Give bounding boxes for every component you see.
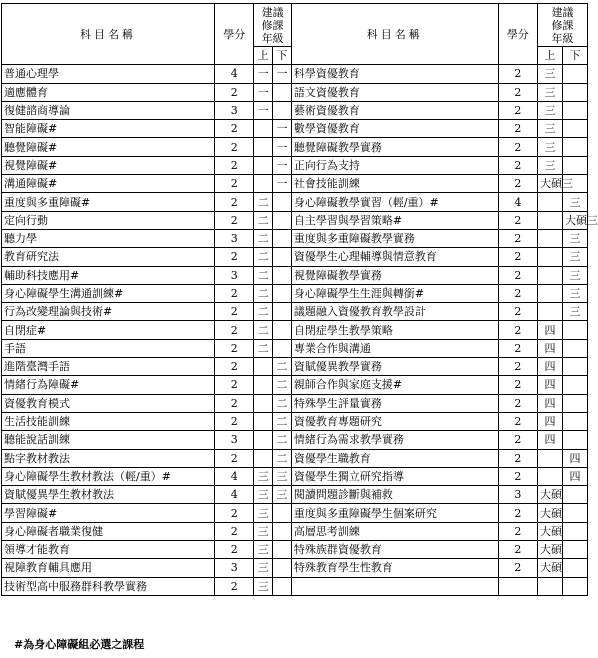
right-course-lower: 大碩三	[562, 211, 587, 229]
header-credits-right: 學分	[498, 4, 537, 65]
right-course-credits: 2	[498, 522, 537, 540]
right-course-credits: 4	[498, 193, 537, 211]
table-row	[2, 467, 588, 485]
right-course-credits: 2	[498, 248, 537, 266]
table-row	[2, 138, 588, 156]
table-row	[2, 339, 588, 357]
left-course-credits: 3	[214, 101, 253, 119]
right-course-lower: 三	[562, 284, 587, 302]
header-sem-upper-right: 上	[538, 47, 563, 65]
left-course-upper: 二	[254, 303, 273, 321]
left-course-upper: 三	[254, 559, 273, 577]
right-course-name: 特殊族群資優教育	[291, 541, 498, 559]
right-course-name: 資賦優異教學實務	[291, 358, 498, 376]
left-course-upper	[254, 138, 273, 156]
left-course-upper	[254, 120, 273, 138]
right-course-name: 特殊教育學生性教育	[291, 559, 498, 577]
left-course-credits: 2	[214, 156, 253, 174]
right-course-credits: 2	[498, 449, 537, 467]
right-course-credits: 2	[498, 266, 537, 284]
left-course-credits: 2	[214, 449, 253, 467]
table-row	[2, 358, 588, 376]
left-course-name: 自閉症#	[2, 321, 215, 339]
left-course-credits: 2	[214, 522, 253, 540]
left-course-name: 資優教育模式	[2, 394, 215, 412]
right-course-name: 閱讀問題診斷與補救	[291, 486, 498, 504]
right-course-lower	[562, 138, 587, 156]
right-course-name: 專業合作與溝通	[291, 339, 498, 357]
header-sem-lower-left: 下	[273, 47, 292, 65]
right-course-name: 身心障礙教學實習（輕/重）#	[291, 193, 498, 211]
right-course-upper: 三	[538, 138, 563, 156]
left-course-lower	[273, 101, 292, 119]
left-course-upper: 三	[254, 541, 273, 559]
left-course-lower	[273, 193, 292, 211]
right-course-upper: 三	[538, 101, 563, 119]
right-course-upper: 四	[538, 394, 563, 412]
left-course-upper: 三	[254, 467, 273, 485]
left-course-name: 普通心理學	[2, 65, 215, 83]
right-course-lower	[562, 376, 587, 394]
left-course-lower	[273, 284, 292, 302]
right-course-lower: 三	[562, 229, 587, 247]
left-course-lower	[273, 577, 292, 595]
left-course-name: 點字教材教法	[2, 449, 215, 467]
right-course-lower: 三	[562, 248, 587, 266]
right-course-name: 自主學習與學習策略#	[291, 211, 498, 229]
right-course-credits: 2	[498, 211, 537, 229]
left-course-name: 手語	[2, 339, 215, 357]
right-course-name: 視覺障礙教學實務	[291, 266, 498, 284]
right-course-lower	[562, 120, 587, 138]
right-course-name: 資優學生獨立研究指導	[291, 467, 498, 485]
right-course-credits: 2	[498, 138, 537, 156]
right-course-upper: 四	[538, 431, 563, 449]
right-course-upper: 四	[538, 358, 563, 376]
right-course-name: 重度與多重障礙學生個案研究	[291, 504, 498, 522]
right-course-lower	[562, 431, 587, 449]
right-course-credits: 2	[498, 101, 537, 119]
table-row	[2, 193, 588, 211]
left-course-upper: 二	[254, 284, 273, 302]
left-course-upper: 一	[254, 65, 273, 83]
left-course-name: 生活技能訓練	[2, 412, 215, 430]
right-course-credits: 2	[498, 467, 537, 485]
left-course-upper: 三	[254, 577, 273, 595]
table-row	[2, 412, 588, 430]
left-course-credits: 2	[214, 376, 253, 394]
left-course-upper	[254, 358, 273, 376]
left-course-name: 情緒行為障礙#	[2, 376, 215, 394]
table-row	[2, 394, 588, 412]
table-row	[2, 303, 588, 321]
left-course-upper	[254, 412, 273, 430]
table-row	[2, 486, 588, 504]
right-course-name: 社會技能訓練	[291, 175, 498, 193]
left-course-lower: 一	[273, 156, 292, 174]
left-course-lower	[273, 522, 292, 540]
table-row	[2, 211, 588, 229]
right-course-lower: 四	[562, 467, 587, 485]
right-course-credits: 2	[498, 321, 537, 339]
left-course-credits: 2	[214, 248, 253, 266]
right-course-lower: 三	[562, 193, 587, 211]
right-course-upper: 四	[538, 412, 563, 430]
left-course-lower: 三	[273, 486, 292, 504]
right-course-lower	[562, 156, 587, 174]
left-course-credits: 2	[214, 193, 253, 211]
right-course-upper: 三	[538, 65, 563, 83]
right-course-credits: 2	[498, 412, 537, 430]
left-course-lower: 二	[273, 358, 292, 376]
left-course-lower	[273, 303, 292, 321]
header-credits-left: 學分	[214, 4, 253, 65]
left-course-upper: 二	[254, 193, 273, 211]
left-course-credits: 4	[214, 467, 253, 485]
right-course-upper: 大碩	[538, 486, 563, 504]
right-course-name: 資優學生職教育	[291, 449, 498, 467]
right-course-credits: 2	[498, 339, 537, 357]
table-row	[2, 376, 588, 394]
table-row	[2, 577, 588, 595]
right-course-upper	[538, 449, 563, 467]
left-course-lower: 三	[273, 467, 292, 485]
left-course-upper: 三	[254, 486, 273, 504]
left-course-lower: 一	[273, 65, 292, 83]
right-course-lower	[562, 504, 587, 522]
left-course-upper	[254, 449, 273, 467]
right-course-upper	[538, 211, 563, 229]
left-course-credits: 2	[214, 120, 253, 138]
right-course-credits	[498, 577, 537, 595]
table-row	[2, 504, 588, 522]
left-course-upper	[254, 394, 273, 412]
table-row	[2, 522, 588, 540]
left-course-upper	[254, 175, 273, 193]
right-course-upper: 大碩	[538, 504, 563, 522]
left-course-name: 資賦優異學生教材教法	[2, 486, 215, 504]
header-suggested-year-right: 建議 修課 年級	[538, 4, 588, 47]
left-course-name: 技術型高中服務群科教學實務	[2, 577, 215, 595]
footnote: #為身心障礙組必選之課程	[14, 638, 145, 651]
right-course-credits: 2	[498, 431, 537, 449]
left-course-upper: 三	[254, 504, 273, 522]
right-course-name: 資優教育專題研究	[291, 412, 498, 430]
right-course-upper: 大碩	[538, 541, 563, 559]
left-course-name: 身心障礙學生溝通訓練#	[2, 284, 215, 302]
right-course-name: 重度與多重障礙教學實務	[291, 229, 498, 247]
right-course-lower	[562, 577, 587, 595]
left-course-credits: 2	[214, 321, 253, 339]
course-table-body	[2, 65, 598, 596]
left-course-credits: 2	[214, 358, 253, 376]
left-course-upper	[254, 431, 273, 449]
right-course-name: 聽覺障礙教學實務	[291, 138, 498, 156]
left-course-name: 聽力學	[2, 229, 215, 247]
right-course-name: 數學資優教育	[291, 120, 498, 138]
table-row	[2, 65, 588, 83]
right-course-upper: 三	[538, 83, 563, 101]
table-row	[2, 431, 588, 449]
right-course-credits: 2	[498, 83, 537, 101]
left-course-upper: 二	[254, 339, 273, 357]
right-course-name: 科學資優教育	[291, 65, 498, 83]
right-course-credits: 2	[498, 65, 537, 83]
right-course-lower: 三	[562, 266, 587, 284]
table-row	[2, 83, 588, 101]
left-course-lower: 二	[273, 449, 292, 467]
right-course-credits: 2	[498, 284, 537, 302]
right-course-name: 身心障礙學生生涯與轉銜#	[291, 284, 498, 302]
right-course-lower	[562, 83, 587, 101]
left-course-credits: 3	[214, 229, 253, 247]
right-course-credits: 3	[498, 486, 537, 504]
left-course-credits: 2	[214, 284, 253, 302]
right-course-credits: 2	[498, 229, 537, 247]
left-course-lower: 一	[273, 175, 292, 193]
right-course-name: 議題融入資優教育教學設計	[291, 303, 498, 321]
right-course-credits: 2	[498, 541, 537, 559]
right-course-upper	[538, 193, 563, 211]
left-course-lower: 一	[273, 138, 292, 156]
table-row	[2, 449, 588, 467]
right-course-name	[291, 577, 498, 595]
right-course-name: 藝術資優教育	[291, 101, 498, 119]
left-course-lower: 一	[273, 120, 292, 138]
left-course-lower	[273, 248, 292, 266]
right-course-credits: 2	[498, 156, 537, 174]
right-course-upper: 大碩三	[538, 175, 563, 193]
right-course-upper: 大碩	[538, 559, 563, 577]
right-course-upper: 四	[538, 321, 563, 339]
course-table	[1, 3, 598, 596]
left-course-upper: 二	[254, 321, 273, 339]
left-course-credits: 2	[214, 339, 253, 357]
left-course-name: 溝通障礙#	[2, 175, 215, 193]
left-course-lower: 二	[273, 376, 292, 394]
right-course-upper: 四	[538, 339, 563, 357]
left-course-credits: 2	[214, 412, 253, 430]
right-course-lower	[562, 65, 587, 83]
header-subject-name-left: 科目名稱	[2, 4, 215, 65]
right-course-lower	[562, 394, 587, 412]
right-course-credits: 2	[498, 504, 537, 522]
table-row	[2, 284, 588, 302]
header-suggested-year-left: 建議 修課 年級	[254, 4, 291, 47]
left-course-name: 進階臺灣手語	[2, 358, 215, 376]
right-course-upper	[538, 467, 563, 485]
right-course-upper	[538, 284, 563, 302]
table-row	[2, 541, 588, 559]
left-course-lower: 二	[273, 394, 292, 412]
left-course-upper: 一	[254, 83, 273, 101]
table-row	[2, 175, 588, 193]
left-course-name: 輔助科技應用#	[2, 266, 215, 284]
left-course-name: 重度與多重障礙#	[2, 193, 215, 211]
left-course-lower	[273, 541, 292, 559]
left-course-lower	[273, 266, 292, 284]
right-course-name: 正向行為支持	[291, 156, 498, 174]
right-course-upper: 三	[538, 120, 563, 138]
left-course-name: 定向行動	[2, 211, 215, 229]
table-row	[2, 229, 588, 247]
left-course-credits: 4	[214, 65, 253, 83]
left-course-upper: 二	[254, 248, 273, 266]
right-course-credits: 2	[498, 358, 537, 376]
right-course-lower	[562, 412, 587, 430]
left-course-lower	[273, 339, 292, 357]
left-course-credits: 2	[214, 175, 253, 193]
right-course-name: 資優學生心理輔導與情意教育	[291, 248, 498, 266]
right-course-credits: 2	[498, 394, 537, 412]
left-course-upper	[254, 156, 273, 174]
right-course-name: 語文資優教育	[291, 83, 498, 101]
right-course-upper	[538, 303, 563, 321]
left-course-credits: 2	[214, 138, 253, 156]
left-course-name: 教育研究法	[2, 248, 215, 266]
left-course-upper	[254, 376, 273, 394]
left-course-credits: 3	[214, 559, 253, 577]
left-course-credits: 2	[214, 211, 253, 229]
left-course-credits: 2	[214, 303, 253, 321]
right-course-lower	[562, 541, 587, 559]
right-course-upper	[538, 266, 563, 284]
table-row	[2, 248, 588, 266]
left-course-credits: 2	[214, 541, 253, 559]
right-course-credits: 2	[498, 376, 537, 394]
left-course-lower	[273, 211, 292, 229]
left-course-name: 行為改變理論與技術#	[2, 303, 215, 321]
left-course-credits: 2	[214, 394, 253, 412]
table-row	[2, 101, 588, 119]
left-course-lower	[273, 559, 292, 577]
right-course-lower: 四	[562, 449, 587, 467]
left-course-name: 領導才能教育	[2, 541, 215, 559]
left-course-name: 身心障礙學生教材教法（輕/重）#	[2, 467, 215, 485]
left-course-name: 智能障礙#	[2, 120, 215, 138]
right-course-upper: 三	[538, 156, 563, 174]
left-course-name: 適應體育	[2, 83, 215, 101]
right-course-lower: 三	[562, 303, 587, 321]
left-course-lower	[273, 504, 292, 522]
right-course-name: 情緒行為需求教學實務	[291, 431, 498, 449]
table-row	[2, 120, 588, 138]
left-course-credits: 4	[214, 486, 253, 504]
right-course-lower	[562, 559, 587, 577]
right-course-credits: 2	[498, 175, 537, 193]
left-course-lower	[273, 321, 292, 339]
left-course-name: 學習障礙#	[2, 504, 215, 522]
header-subject-name-right: 科目名稱	[291, 4, 498, 65]
right-course-lower	[562, 522, 587, 540]
left-course-lower	[273, 229, 292, 247]
left-course-credits: 2	[214, 504, 253, 522]
left-course-upper: 一	[254, 101, 273, 119]
right-course-credits: 2	[498, 120, 537, 138]
left-course-name: 視覺障礙#	[2, 156, 215, 174]
right-course-name: 自閉症學生教學策略	[291, 321, 498, 339]
right-course-name: 親師合作與家庭支援#	[291, 376, 498, 394]
table-row	[2, 559, 588, 577]
left-course-credits: 2	[214, 577, 253, 595]
right-course-credits: 2	[498, 559, 537, 577]
right-course-name: 高層思考訓練	[291, 522, 498, 540]
table-row	[2, 321, 588, 339]
left-course-lower: 二	[273, 431, 292, 449]
right-course-upper: 大碩	[538, 522, 563, 540]
right-course-lower	[562, 486, 587, 504]
left-course-lower	[273, 83, 292, 101]
left-course-credits: 2	[214, 83, 253, 101]
right-course-credits: 2	[498, 303, 537, 321]
header-sem-upper-left: 上	[254, 47, 273, 65]
left-course-name: 聽覺障礙#	[2, 138, 215, 156]
left-course-upper: 二	[254, 266, 273, 284]
right-course-upper	[538, 248, 563, 266]
left-course-upper: 二	[254, 211, 273, 229]
header-sem-lower-right: 下	[562, 47, 587, 65]
left-course-name: 身心障礙者職業復健	[2, 522, 215, 540]
right-course-lower	[562, 321, 587, 339]
right-course-name: 特殊學生評量實務	[291, 394, 498, 412]
table-row	[2, 266, 588, 284]
right-course-upper	[538, 229, 563, 247]
left-course-name: 視障教育輔具應用	[2, 559, 215, 577]
left-course-upper: 二	[254, 229, 273, 247]
right-course-lower	[562, 101, 587, 119]
left-course-credits: 3	[214, 266, 253, 284]
right-course-lower	[562, 358, 587, 376]
right-course-upper: 四	[538, 376, 563, 394]
left-course-name: 聽能說話訓練	[2, 431, 215, 449]
right-course-lower	[562, 339, 587, 357]
left-course-upper: 三	[254, 522, 273, 540]
right-course-upper	[538, 577, 563, 595]
left-course-credits: 3	[214, 431, 253, 449]
table-row	[2, 156, 588, 174]
left-course-name: 復健諮商導論	[2, 101, 215, 119]
left-course-lower: 二	[273, 412, 292, 430]
